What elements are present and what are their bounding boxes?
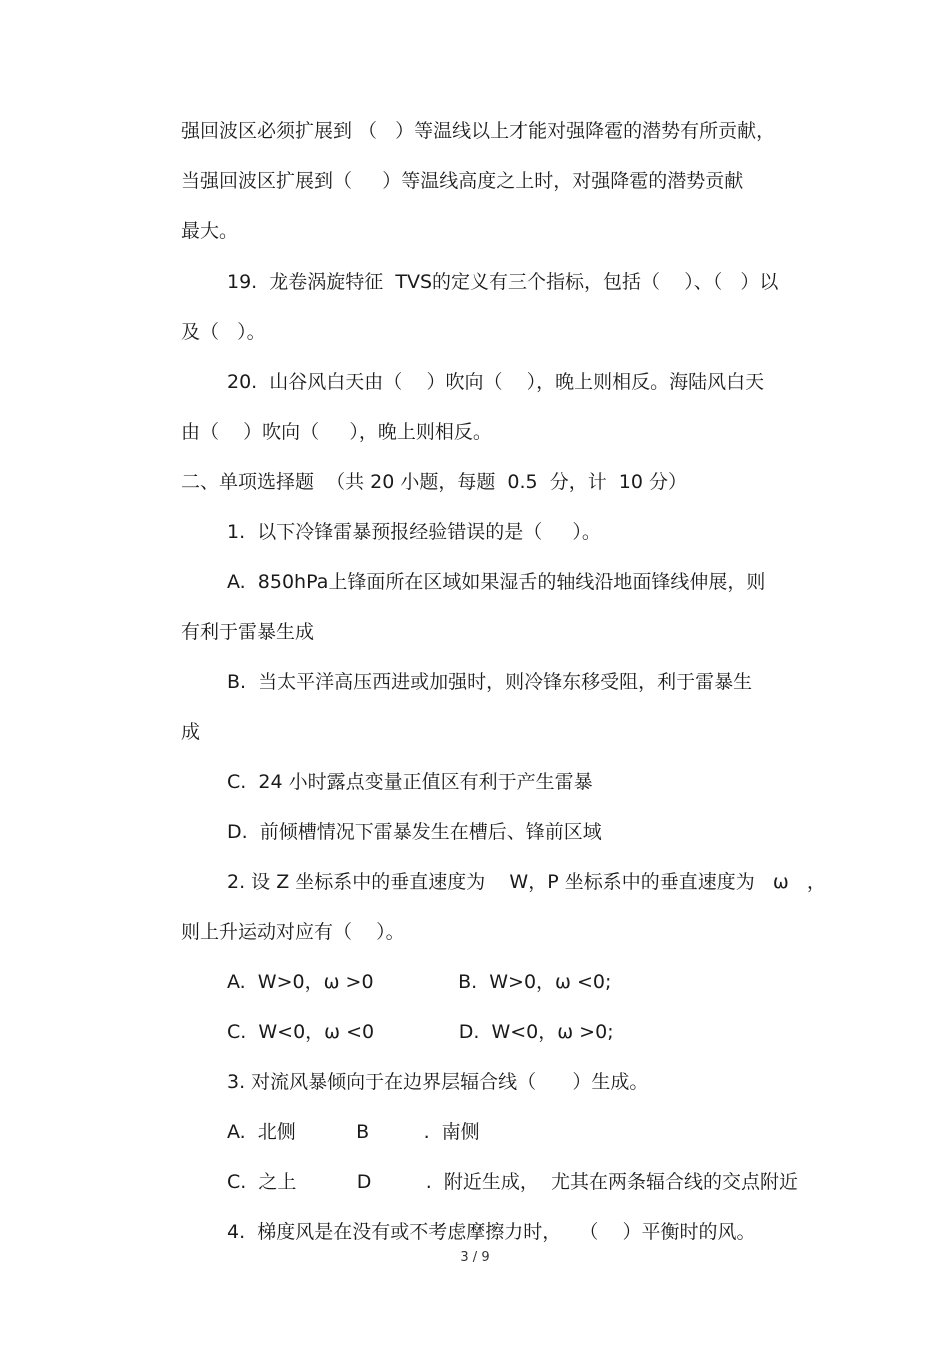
option-row-ab: A. 北侧 B . 南侧 — [227, 1121, 480, 1143]
option-d: D. 前倾槽情况下雷暴发生在槽后、锋前区域 — [227, 821, 602, 843]
choice-question-1: 1. 以下冷锋雷暴预报经验错误的是（ ）。 — [227, 521, 601, 543]
text-line: 由（ ）吹向（ ），晚上则相反。 — [181, 421, 492, 443]
choice-question-3: 3. 对流风暴倾向于在边界层辐合线（ ）生成。 — [227, 1071, 649, 1093]
option-row-cd: C. W<0，ω <0 D. W<0，ω >0; — [227, 1021, 614, 1043]
text-line: 及（ ）。 — [181, 321, 266, 343]
text-line: 成 — [181, 721, 201, 743]
section-heading: 二、单项选择题 （共 20 小题，每题 0.5 分，计 10 分） — [181, 471, 688, 493]
option-row-cd: C. 之上 D . 附近生成， 尤其在两条辐合线的交点附近 — [227, 1171, 798, 1193]
text-line: 则上升运动对应有（ ）。 — [181, 921, 405, 943]
choice-question-2: 2. 设 Z 坐标系中的垂直速度为 W，P 坐标系中的垂直速度为 ω ， — [227, 871, 826, 893]
text-line: 当强回波区扩展到（ ）等温线高度之上时，对强降雹的潜势贡献 — [181, 170, 744, 192]
text-line: 最大。 — [181, 220, 239, 242]
text-line: 强回波区必须扩展到 （ ）等温线以上才能对强降雹的潜势有所贡献， — [181, 120, 776, 142]
page-number: 3 / 9 — [460, 1250, 490, 1265]
question-19: 19. 龙卷涡旋特征 TVS的定义有三个指标，包括（ ）、（ ）以 — [227, 271, 779, 293]
text-line: 有利于雷暴生成 — [181, 621, 315, 643]
option-row-ab: A. W>0，ω >0 B. W>0，ω <0; — [227, 971, 612, 993]
question-20: 20. 山谷风白天由（ ）吹向（ ），晚上则相反。海陆风白天 — [227, 371, 765, 393]
option-c: C. 24 小时露点变量正值区有利于产生雷暴 — [227, 771, 593, 793]
choice-question-4: 4. 梯度风是在没有或不考虑摩擦力时， （ ）平衡时的风。 — [227, 1221, 756, 1243]
option-a: A. 850hPa上锋面所在区域如果湿舌的轴线沿地面锋线伸展，则 — [227, 571, 766, 593]
option-b: B. 当太平洋高压西进或加强时，则冷锋东移受阻，利于雷暴生 — [227, 671, 753, 693]
